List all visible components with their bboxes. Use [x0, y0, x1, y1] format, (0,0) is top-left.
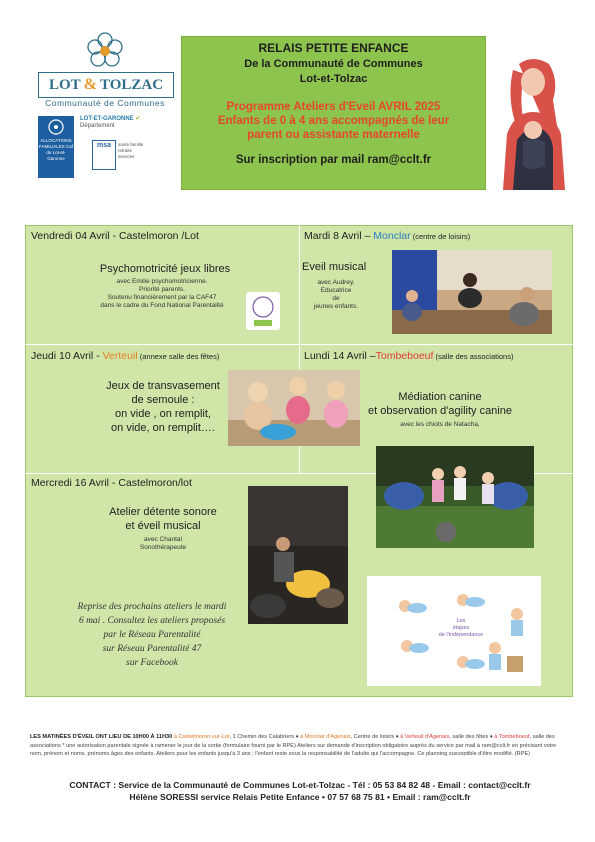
session-sep: -	[109, 230, 119, 242]
stages-label-line: Les	[456, 618, 466, 624]
detail-line: Priorité parents.	[139, 286, 185, 293]
puppies-agility-photo	[376, 446, 534, 548]
reprise-line: Reprise des prochains ateliers le mardi	[77, 602, 227, 612]
header-subtitle-1: De la Communauté de Communes	[244, 58, 423, 70]
venue-text: , salle des fêtes ♦	[449, 734, 495, 740]
session-venue: (annexe salle des fêtes)	[137, 352, 220, 361]
detail-line: jeunes enfants.	[313, 303, 359, 310]
activity-line: et éveil musical	[125, 520, 201, 532]
session-2-activity: Eveil musical	[302, 261, 367, 273]
mother-baby-illustration	[493, 56, 573, 190]
activity-line: et observation d'agility canine	[368, 405, 512, 417]
session-date: Lundi 14 Avril	[304, 350, 367, 362]
logo-tagline: Communauté de Communes	[45, 98, 165, 108]
venue-monclar: à Monclar d'Agenais	[300, 734, 351, 740]
caf-logo	[38, 116, 74, 178]
sound-relaxation-photo	[248, 486, 348, 624]
session-1-date	[31, 230, 199, 242]
detail-line: dans le cadre du Fond National Parentalité	[100, 302, 224, 309]
session-2-date	[304, 230, 470, 242]
header-box	[181, 36, 486, 190]
session-sep: –	[361, 230, 374, 242]
lg-check-icon: ✔	[135, 116, 141, 122]
lg-sub: Département	[80, 123, 115, 129]
reprise-line: sur Facebook	[126, 658, 178, 668]
venue-text: , salle des associations * une autorisation parentale signée à ramener le jour de la sortie (formulaire fourni par le RPE) Ateliers sur demande d'inscription obligatoire auprès du service par mail à ram@cclt.fr en précisant votre nom, prénom et noms, prénoms âges des enfants. Ateliers pour les enfants jusqu'à 3 ans ; l'enfant reste sous la responsabilité de l'adulte qui l'accompagne. Ce planning susceptible d'être modifié. (RPE)	[30, 734, 557, 757]
venue-text: , Centre de loisirs ♦	[350, 734, 401, 740]
program-line-2: Enfants de 0 à 4 ans accompagnés de leur	[217, 115, 450, 127]
contact-line: CONTACT : Service de la Communauté de Communes Lot-et-Tolzac - Tél : 05 53 84 82 48 - Email : contact@cclt.fr	[69, 780, 531, 790]
activity-line: on vide , on remplit,	[115, 408, 211, 420]
caf-text: ALLOCATIONS FAMILIALES Caf du Lot-et-Garonne	[38, 138, 73, 161]
brand-amp: &	[83, 76, 97, 93]
session-4-date	[304, 350, 513, 362]
session-5-details	[88, 536, 238, 552]
activity-line: de semoule :	[131, 394, 195, 406]
session-5-date	[31, 477, 192, 489]
program-title	[182, 100, 485, 142]
development-stages-illustration	[367, 576, 541, 686]
session-3-activity	[88, 379, 238, 435]
session-5-activity	[88, 505, 238, 533]
session-place: Castelmoron /Lot	[118, 230, 199, 242]
session-date: Vendredi 04 Avril	[31, 230, 110, 242]
header-subtitle-2: Lot-et-Tolzac	[299, 73, 368, 85]
session-date: Mardi 8 Avril	[304, 230, 362, 242]
session-sep: –	[366, 350, 376, 362]
lot-et-garonne-logo	[80, 116, 140, 130]
reprise-line: 6 mai . Consultez les ateliers proposés	[78, 616, 226, 626]
schedule-info	[30, 733, 570, 759]
venue-verteuil: à Verteuil d'Agenais	[400, 734, 450, 740]
session-sep: -	[93, 350, 103, 362]
header-title: RELAIS PETITE ENFANCE	[258, 41, 409, 55]
activity-line: Médiation canine	[398, 391, 482, 403]
detail-line: avec Chantal	[144, 536, 182, 543]
activity-line: on vide, on remplit….	[111, 422, 215, 434]
session-place: Tombeboeuf	[375, 350, 434, 362]
contact-rpe-line: Hélène SORESSI service Relais Petite Enfance • 07 57 68 75 81 • Email : ram@cclt.fr	[129, 792, 471, 802]
detail-line: Soutenu financièrement par la CAF47	[107, 294, 217, 301]
reprise-line: par le Réseau Parentalité	[103, 630, 201, 640]
stages-label	[431, 618, 491, 639]
lot-tolzac-flower-icon	[84, 30, 126, 72]
msa-logo	[92, 140, 116, 170]
inscription-note: Sur inscription par mail ram@cclt.fr	[235, 154, 432, 166]
photo-placeholder	[392, 250, 552, 334]
brand-left: LOT	[48, 76, 81, 93]
activity-line: Jeux de transvasement	[106, 380, 220, 392]
stages-label-line: étapes	[452, 625, 470, 631]
session-date: Mercredi 16 Avril	[31, 477, 110, 489]
stages-label-line: de l'indépendance	[438, 632, 484, 638]
reprise-note	[62, 600, 242, 670]
activity-line: Atelier détente sonore	[109, 506, 217, 518]
session-sep: -	[109, 477, 119, 489]
venue-castelmoron: à Castelmoron-sur-Lot	[173, 734, 230, 740]
session-venue: (centre de loisirs)	[410, 232, 471, 241]
brand-right: TOLZAC	[99, 76, 164, 93]
schedule-heading: LES MATINÉES D'ÉVEIL ONT LIEU DE 10H00 À 11H30	[30, 734, 174, 740]
session-4-activity	[340, 390, 540, 418]
session-3-date	[31, 350, 219, 362]
reprise-line: sur Réseau Parentalité 47	[102, 644, 202, 654]
session-2-details	[300, 279, 372, 311]
photo-placeholder	[376, 446, 534, 548]
detail-line: Sonothérapeute	[139, 544, 187, 551]
lot-tolzac-logo	[38, 72, 174, 98]
program-line-1: Programme Ateliers d'Eveil AVRIL 2025	[226, 101, 441, 113]
session-date: Jeudi 10 Avril	[31, 350, 94, 362]
session-place: Castelmoron/lot	[118, 477, 192, 489]
lg-name: LOT-ET-GARONNE	[80, 116, 134, 122]
parentalite-logo	[246, 292, 280, 330]
session-4-details: avec les chiots de Natacha,	[400, 421, 480, 428]
detail-line: Educatrice	[320, 287, 352, 294]
msa-text: santé famille retraite services	[118, 142, 144, 159]
session-1-details	[62, 278, 262, 310]
program-line-3: parent ou assistante maternelle	[247, 129, 420, 141]
photo-placeholder	[248, 486, 348, 624]
msa-label: msa	[96, 142, 111, 149]
venue-tombeboeuf: à Tombeboeuf	[494, 734, 530, 740]
session-1-activity: Psychomotricité jeux libres	[99, 263, 231, 275]
grid-divider	[25, 344, 573, 345]
session-venue: (salle des associations)	[433, 352, 514, 361]
detail-line: de	[332, 295, 340, 302]
music-session-photo	[392, 250, 552, 334]
caf-emblem-icon	[44, 118, 68, 136]
session-place: Verteuil	[102, 350, 138, 362]
detail-line: avec Audrey,	[317, 279, 355, 286]
detail-line: avec Emilie psychomotricienne.	[116, 278, 208, 285]
parentalite-badge-icon	[246, 292, 280, 330]
venue-text: , 1 Chemin des Calabriers ♦	[229, 734, 301, 740]
session-place: Monclar	[373, 230, 411, 242]
